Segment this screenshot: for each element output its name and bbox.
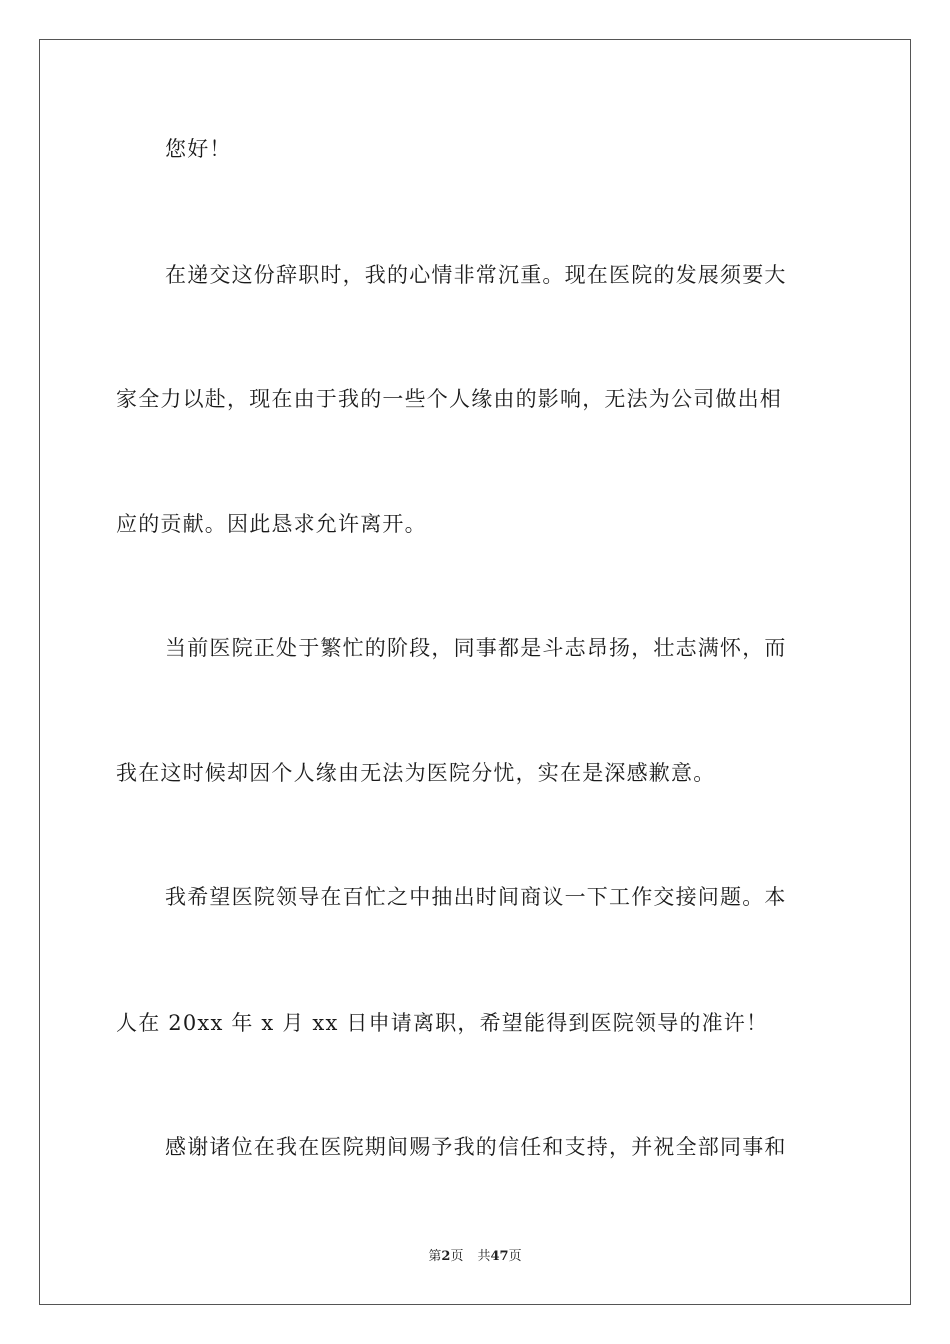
paragraph-3-line-2: 人在 20xx 年 x 月 xx 日申请离职，希望能得到医院领导的准许！	[116, 1011, 769, 1035]
greeting-line: 您好！	[165, 137, 232, 161]
page-prefix: 第	[428, 1249, 442, 1264]
total-prefix: 共	[477, 1249, 491, 1264]
paragraph-1-line-2: 家全力以赴，现在由于我的一些个人缘由的影响，无法为公司做出相	[116, 387, 782, 411]
paragraph-1-line-3: 应的贡献。因此恳求允许离开。	[116, 512, 427, 536]
paragraph-4-line-1: 感谢诸位在我在医院期间赐予我的信任和支持，并祝全部同事和	[165, 1135, 787, 1159]
total-pages: 47	[490, 1249, 509, 1264]
page-border	[39, 39, 911, 1305]
page-footer	[0, 1248, 950, 1266]
paragraph-2-line-2: 我在这时候却因个人缘由无法为医院分忧，实在是深感歉意。	[116, 761, 716, 785]
page-suffix: 页	[450, 1249, 464, 1264]
page-number: 2	[441, 1249, 451, 1264]
total-suffix: 页	[508, 1249, 522, 1264]
paragraph-2-line-1: 当前医院正处于繁忙的阶段，同事都是斗志昂扬，壮志满怀，而	[165, 636, 787, 660]
paragraph-3-line-1: 我希望医院领导在百忙之中抽出时间商议一下工作交接问题。本	[165, 885, 787, 909]
paragraph-1-line-1: 在递交这份辞职时，我的心情非常沉重。现在医院的发展须要大	[165, 263, 787, 287]
